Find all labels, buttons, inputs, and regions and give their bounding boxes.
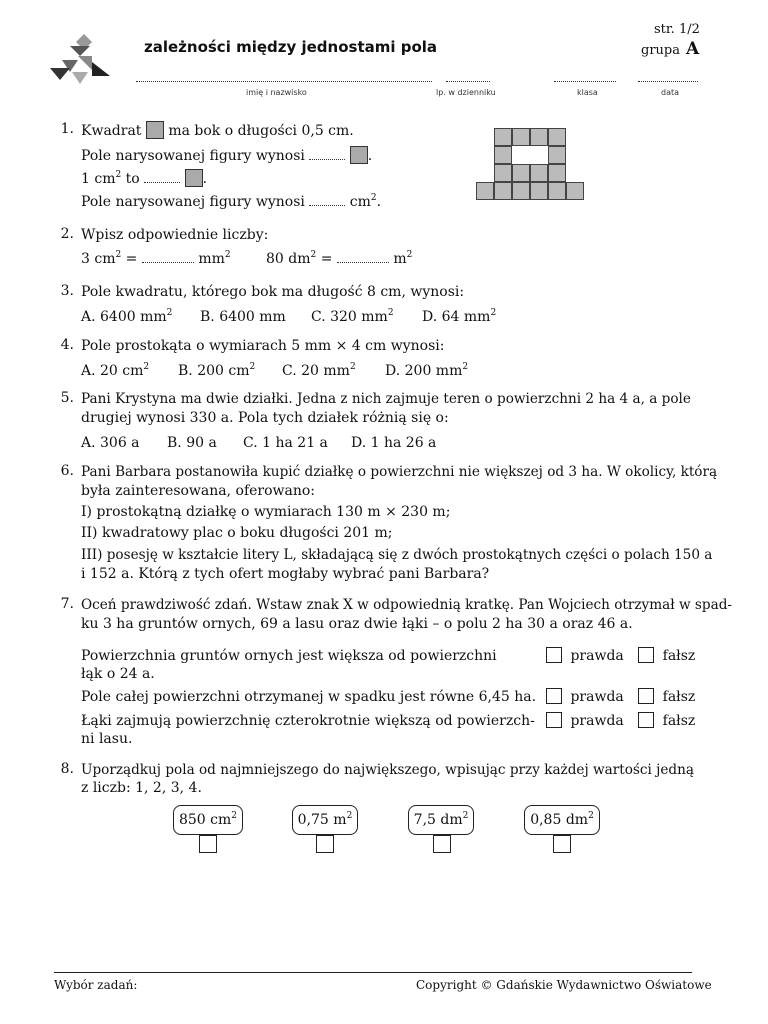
q2-item-b: 80 $dm^2 = m^2$: [266, 250, 413, 267]
q7-statement-3-line1: Łąki zajmują powierzchnię czterokrotnie większą od powierzch-: [81, 713, 535, 729]
footer-left: Wybór zadań:: [54, 978, 138, 992]
q1-grid-figure: [476, 128, 588, 200]
q5-answer-d[interactable]: D. 1 ha 26 a: [351, 435, 437, 451]
q1-number: 1.: [60, 121, 74, 137]
q7-row2-options: prawda fałsz: [546, 688, 695, 706]
class-field-label: klasa: [577, 88, 598, 97]
q2-text: Wpisz odpowiednie liczby:: [81, 227, 269, 243]
q8-line1: Uporządkuj pola od najmniejszego do największego, wpisując przy każdej wartości jedną: [81, 762, 694, 778]
q7-row1-false-checkbox[interactable]: [638, 647, 654, 663]
q5-number: 5.: [60, 390, 74, 406]
q8-value-card-4: 0,85 $dm^2$: [524, 805, 600, 835]
q8-value-card-3: 7,5 $dm^2$: [408, 805, 474, 835]
q3-answer-d[interactable]: D. 64 $mm^2$: [422, 308, 497, 325]
q1-line4: Pole narysowanej figury wynosi $cm^2$.: [81, 193, 382, 210]
group-letter: A: [686, 39, 700, 59]
name-field[interactable]: [136, 72, 432, 82]
q3-answer-a[interactable]: A. 6400 $mm^2$: [81, 308, 173, 325]
q6-line4: II) kwadratowy plac o boku długości 201 m;: [81, 525, 393, 541]
q7-row1-true-checkbox[interactable]: [546, 647, 562, 663]
footer-copyright: Copyright © Gdańskie Wydawnictwo Oświatowe: [416, 978, 712, 992]
q4-text: Pole prostokąta o wymiarach 5 mm × 4 cm wynosi:: [81, 338, 445, 354]
q7-row3-false-checkbox[interactable]: [638, 712, 654, 728]
worksheet-title: zależności między jednostami pola: [144, 38, 438, 56]
q8-number: 8.: [60, 761, 74, 777]
q4-answer-b[interactable]: B. 200 $cm^2$: [178, 362, 256, 379]
q5-line1: Pani Krystyna ma dwie działki. Jedna z nich zajmuje teren o powierzchni 2 ha 4 a, a pole: [81, 391, 691, 407]
q5-answer-c[interactable]: C. 1 ha 21 a: [243, 435, 328, 451]
q4-answer-d[interactable]: D. 200 $mm^2$: [385, 362, 469, 379]
q3-number: 3.: [60, 283, 74, 299]
q1-answer-blank-3[interactable]: [309, 196, 345, 206]
q7-row2-true-checkbox[interactable]: [546, 688, 562, 704]
q7-row1-options: prawda fałsz: [546, 647, 695, 665]
q1-line3: 1 $cm^2$ to .: [81, 170, 208, 187]
q1-line2: Pole narysowanej figury wynosi .: [81, 148, 373, 164]
class-field[interactable]: [554, 72, 616, 82]
q5-answer-b[interactable]: B. 90 a: [167, 435, 217, 451]
q6-line2: była zainteresowana, oferowano:: [81, 483, 316, 499]
q5-answer-a[interactable]: A. 306 a: [81, 435, 140, 451]
q7-statement-1-line2: łąk o 24 a.: [81, 666, 155, 682]
q7-statement-1-line1: Powierzchnia gruntów ornych jest większa od powierzchni: [81, 648, 497, 664]
q4-answer-a[interactable]: A. 20 $cm^2$: [81, 362, 150, 379]
q2-answer-blank-a[interactable]: [142, 253, 194, 263]
q6-line5: III) posesję w kształcie litery L, składającą się z dwóch prostokątnych części o polach 150 a: [81, 547, 713, 563]
publisher-logo: [48, 32, 112, 88]
q1-answer-blank-2[interactable]: [144, 173, 180, 183]
footer-rule: [54, 972, 692, 973]
q8-line2: z liczb: 1, 2, 3, 4.: [81, 780, 202, 796]
q8-rank-box-2[interactable]: [316, 835, 334, 853]
q3-answer-b[interactable]: B. 6400 mm: [200, 309, 286, 325]
gray-square-icon: [350, 146, 368, 164]
q2-item-a: 3 $cm^2 = mm^2$: [81, 250, 231, 267]
name-field-label: imię i nazwisko: [246, 88, 307, 97]
q7-statement-3-line2: ni lasu.: [81, 731, 133, 747]
q8-value-card-1: 850 $cm^2$: [173, 805, 243, 835]
q1-line1: Kwadrat ma bok o długości 0,5 cm.: [81, 123, 354, 139]
q7-line1: Oceń prawdziwość zdań. Wstaw znak X w odpowiednią kratkę. Pan Wojciech otrzymał w spad-: [81, 597, 732, 613]
q7-row3-true-checkbox[interactable]: [546, 712, 562, 728]
journal-number-field-label: lp. w dzienniku: [436, 88, 496, 97]
q4-answer-c[interactable]: C. 20 $mm^2$: [282, 362, 356, 379]
q4-number: 4.: [60, 337, 74, 353]
q8-rank-box-4[interactable]: [553, 835, 571, 853]
q1-answer-blank-1[interactable]: [309, 150, 345, 160]
q6-line6: i 152 a. Którą z tych ofert mogłaby wybrać pani Barbara?: [81, 566, 490, 582]
q2-number: 2.: [60, 226, 74, 242]
date-field-label: data: [661, 88, 680, 97]
q7-row3-options: prawda fałsz: [546, 712, 695, 730]
q6-line1: Pani Barbara postanowiła kupić działkę o powierzchni nie większej od 3 ha. W okolicy, którą: [81, 464, 718, 480]
q2-answer-blank-b[interactable]: [337, 253, 389, 263]
q7-row2-false-checkbox[interactable]: [638, 688, 654, 704]
page-number: str. 1/2: [654, 22, 700, 37]
q5-line2: drugiej wynosi 330 a. Pola tych działek różnią się o:: [81, 410, 449, 426]
journal-number-field[interactable]: [446, 72, 490, 82]
q8-value-card-2: 0,75 $m^2$: [292, 805, 358, 835]
group-label: grupa: [641, 43, 680, 58]
q7-number: 7.: [60, 596, 74, 612]
q6-number: 6.: [60, 463, 74, 479]
date-field[interactable]: [638, 72, 698, 82]
q8-rank-box-1[interactable]: [199, 835, 217, 853]
q3-answer-c[interactable]: C. 320 $mm^2$: [311, 308, 394, 325]
gray-square-icon: [146, 121, 164, 139]
q3-text: Pole kwadratu, którego bok ma długość 8 cm, wynosi:: [81, 284, 465, 300]
q7-line2: ku 3 ha gruntów ornych, 69 a lasu oraz dwie łąki – o polu 2 ha 30 a oraz 46 a.: [81, 616, 633, 632]
q6-line3: I) prostokątną działkę o wymiarach 130 m × 230 m;: [81, 504, 451, 520]
q8-rank-box-3[interactable]: [433, 835, 451, 853]
gray-square-icon: [185, 169, 203, 187]
q7-statement-2-line1: Pole całej powierzchni otrzymanej w spadku jest równe 6,45 ha.: [81, 689, 537, 705]
